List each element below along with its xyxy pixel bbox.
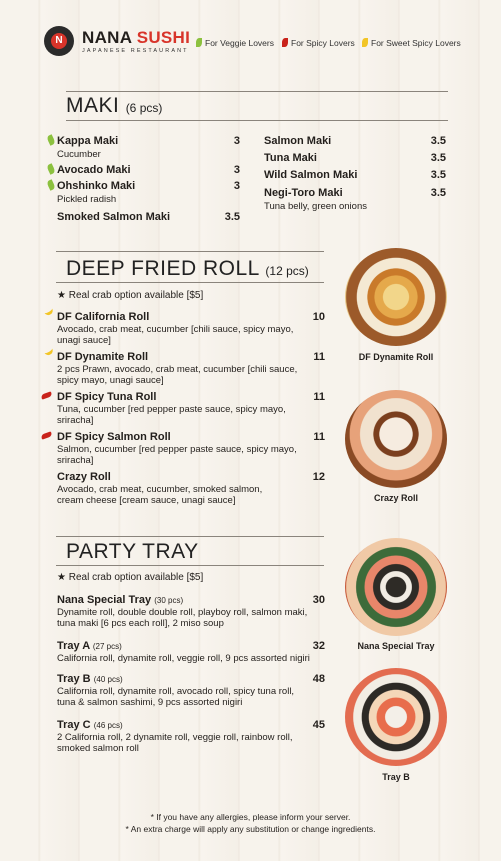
menu-item-desc: cream cheese [cream sauce, unagi sauce] [57, 495, 236, 506]
menu-item-price: 45 [312, 719, 325, 731]
menu-item-desc: Dynamite roll, double double roll, playboy roll, salmon maki, [57, 607, 308, 618]
menu-item-name: Smoked Salmon Maki [57, 211, 171, 223]
menu-item-desc: 2 pcs Prawn, avocado, crab meat, cucumber [chili sauce, [57, 364, 298, 375]
piece-count: (40 pcs) [93, 675, 123, 684]
menu-item-price: 3 [233, 135, 240, 147]
menu-item-price: 12 [312, 471, 325, 483]
divider [66, 120, 448, 121]
menu-item-price: 3 [233, 164, 240, 176]
menu-item-desc: Tuna belly, green onions [264, 201, 367, 212]
menu-item-desc: Avocado, crab meat, cucumber, smoked salmon, [57, 484, 263, 495]
divider [66, 91, 448, 92]
banana-icon [43, 305, 55, 316]
menu-item-price: 3.5 [430, 135, 446, 147]
legend-label: For Veggie Lovers [205, 38, 274, 48]
crab-note: ★ Real crab option available [$5] [57, 290, 204, 301]
piece-count: (27 pcs) [92, 642, 122, 651]
menu-item-desc: Salmon, cucumber [red pepper paste sauce, spicy mayo, [57, 444, 297, 455]
menu-item-desc: tuna maki [6 pcs each roll], 2 miso soup [57, 618, 224, 629]
menu-item-desc: California roll, dynamite roll, veggie roll, 9 pcs assorted nigiri [57, 653, 310, 664]
divider [56, 536, 324, 537]
menu-item-price: 11 [313, 351, 325, 363]
legend-sweet-spicy [362, 38, 461, 48]
logo-icon [44, 26, 74, 56]
logo-letter: N [51, 33, 67, 49]
allergy-note: * If you have any allergies, please inform your server. [150, 812, 351, 822]
menu-item-desc: tuna & salmon sashimi, 9 pcs assorted nigiri [57, 697, 243, 708]
menu-item-name: Salmon Maki [264, 135, 332, 147]
legend-label: For Sweet Spicy Lovers [371, 38, 461, 48]
menu-item-name: Tray B (40 pcs) [57, 673, 123, 685]
photo-caption: DF Dynamite Roll [358, 352, 434, 362]
menu-item-name: Avocado Maki [57, 164, 131, 176]
substitution-note: * An extra charge will apply any substitution or change ingredients. [125, 824, 376, 834]
menu-item-name: Wild Salmon Maki [264, 169, 358, 181]
crab-note: ★ Real crab option available [$5] [57, 572, 204, 583]
crazy-roll-photo [345, 390, 447, 488]
photo-caption: Crazy Roll [373, 493, 418, 503]
menu-item-desc: 2 California roll, 2 dynamite roll, veggie roll, rainbow roll, [57, 732, 293, 743]
menu-item-price: 48 [312, 673, 325, 685]
brand-second: SUSHI [136, 28, 191, 47]
piece-count: (46 pcs) [93, 721, 123, 730]
menu-item-price: 11 [313, 431, 325, 443]
section-title-party-tray: PARTY TRAY [66, 540, 199, 563]
menu-item-name: Tuna Maki [264, 152, 317, 164]
piece-count: (30 pcs) [154, 596, 184, 605]
menu-item-price: 32 [312, 640, 325, 652]
banana-icon [43, 345, 55, 356]
legend-veggie [196, 38, 274, 48]
leaf-icon [46, 134, 56, 146]
menu-item-name: Crazy Roll [57, 471, 111, 483]
menu-item-price: 30 [312, 594, 325, 606]
chili-icon [282, 38, 288, 47]
menu-item-name: DF Dynamite Roll [57, 351, 149, 363]
menu-item-desc: unagi sauce] [57, 335, 111, 346]
chili-icon [40, 431, 52, 439]
leaf-icon [196, 38, 202, 47]
menu-item-price: 3 [233, 180, 240, 192]
banana-icon [362, 38, 368, 47]
menu-item-price: 11 [313, 391, 325, 403]
menu-item-desc: spicy mayo, unagi sauce] [57, 375, 164, 386]
menu-item-desc: Pickled radish [57, 194, 117, 205]
divider [56, 282, 324, 283]
section-count: (12 pcs) [265, 264, 309, 278]
menu-item-price: 3.5 [430, 152, 446, 164]
menu-item-name: DF Spicy Salmon Roll [57, 431, 171, 443]
menu-item-name: Nana Special Tray (30 pcs) [57, 594, 184, 606]
menu-item-name: Kappa Maki [57, 135, 119, 147]
menu-item-price: 10 [312, 311, 325, 323]
menu-item-desc: Cucumber [57, 149, 101, 160]
section-count: (6 pcs) [125, 101, 163, 115]
leaf-icon [46, 179, 56, 191]
menu-item-name: Negi-Toro Maki [264, 187, 343, 199]
divider [56, 565, 324, 566]
menu-item-name: DF California Roll [57, 311, 150, 323]
menu-item-desc: sriracha] [57, 415, 94, 426]
menu-item-name: Tray A (27 pcs) [57, 640, 122, 652]
menu-item-name: DF Spicy Tuna Roll [57, 391, 157, 403]
tray-b-photo [345, 668, 447, 766]
menu-item-name: Tray C (46 pcs) [57, 719, 123, 731]
section-title-maki: MAKI (6 pcs) [66, 94, 163, 117]
brand-first: NANA [82, 28, 137, 47]
menu-item-price: 3.5 [430, 169, 446, 181]
legend-label: For Spicy Lovers [291, 38, 355, 48]
menu-item-desc: California roll, dynamite roll, avocado roll, spicy tuna roll, [57, 686, 295, 697]
menu-item-price: 3.5 [224, 211, 240, 223]
chili-icon [40, 391, 52, 399]
menu-item-name: Ohshinko Maki [57, 180, 136, 192]
leaf-icon [46, 163, 56, 175]
photo-caption: Nana Special Tray [357, 641, 435, 651]
menu-item-desc: Avocado, crab meat, cucumber [chili sauce, spicy mayo, [57, 324, 294, 335]
menu-item-desc: smoked salmon roll [57, 743, 139, 754]
section-title-deep-fried: DEEP FRIED ROLL (12 pcs) [66, 257, 309, 280]
tagline: JAPANESE RESTAURANT [82, 48, 189, 54]
photo-caption: Tray B [382, 772, 410, 782]
legend-spicy [282, 38, 355, 48]
menu-item-price: 3.5 [430, 187, 446, 199]
df-dynamite-roll-photo [345, 248, 447, 346]
brand-name [82, 28, 190, 48]
divider [56, 251, 324, 252]
nana-special-tray-photo [345, 538, 447, 636]
menu-item-desc: Tuna, cucumber [red pepper paste sauce, spicy mayo, [57, 404, 286, 415]
menu-item-desc: sriracha] [57, 455, 94, 466]
